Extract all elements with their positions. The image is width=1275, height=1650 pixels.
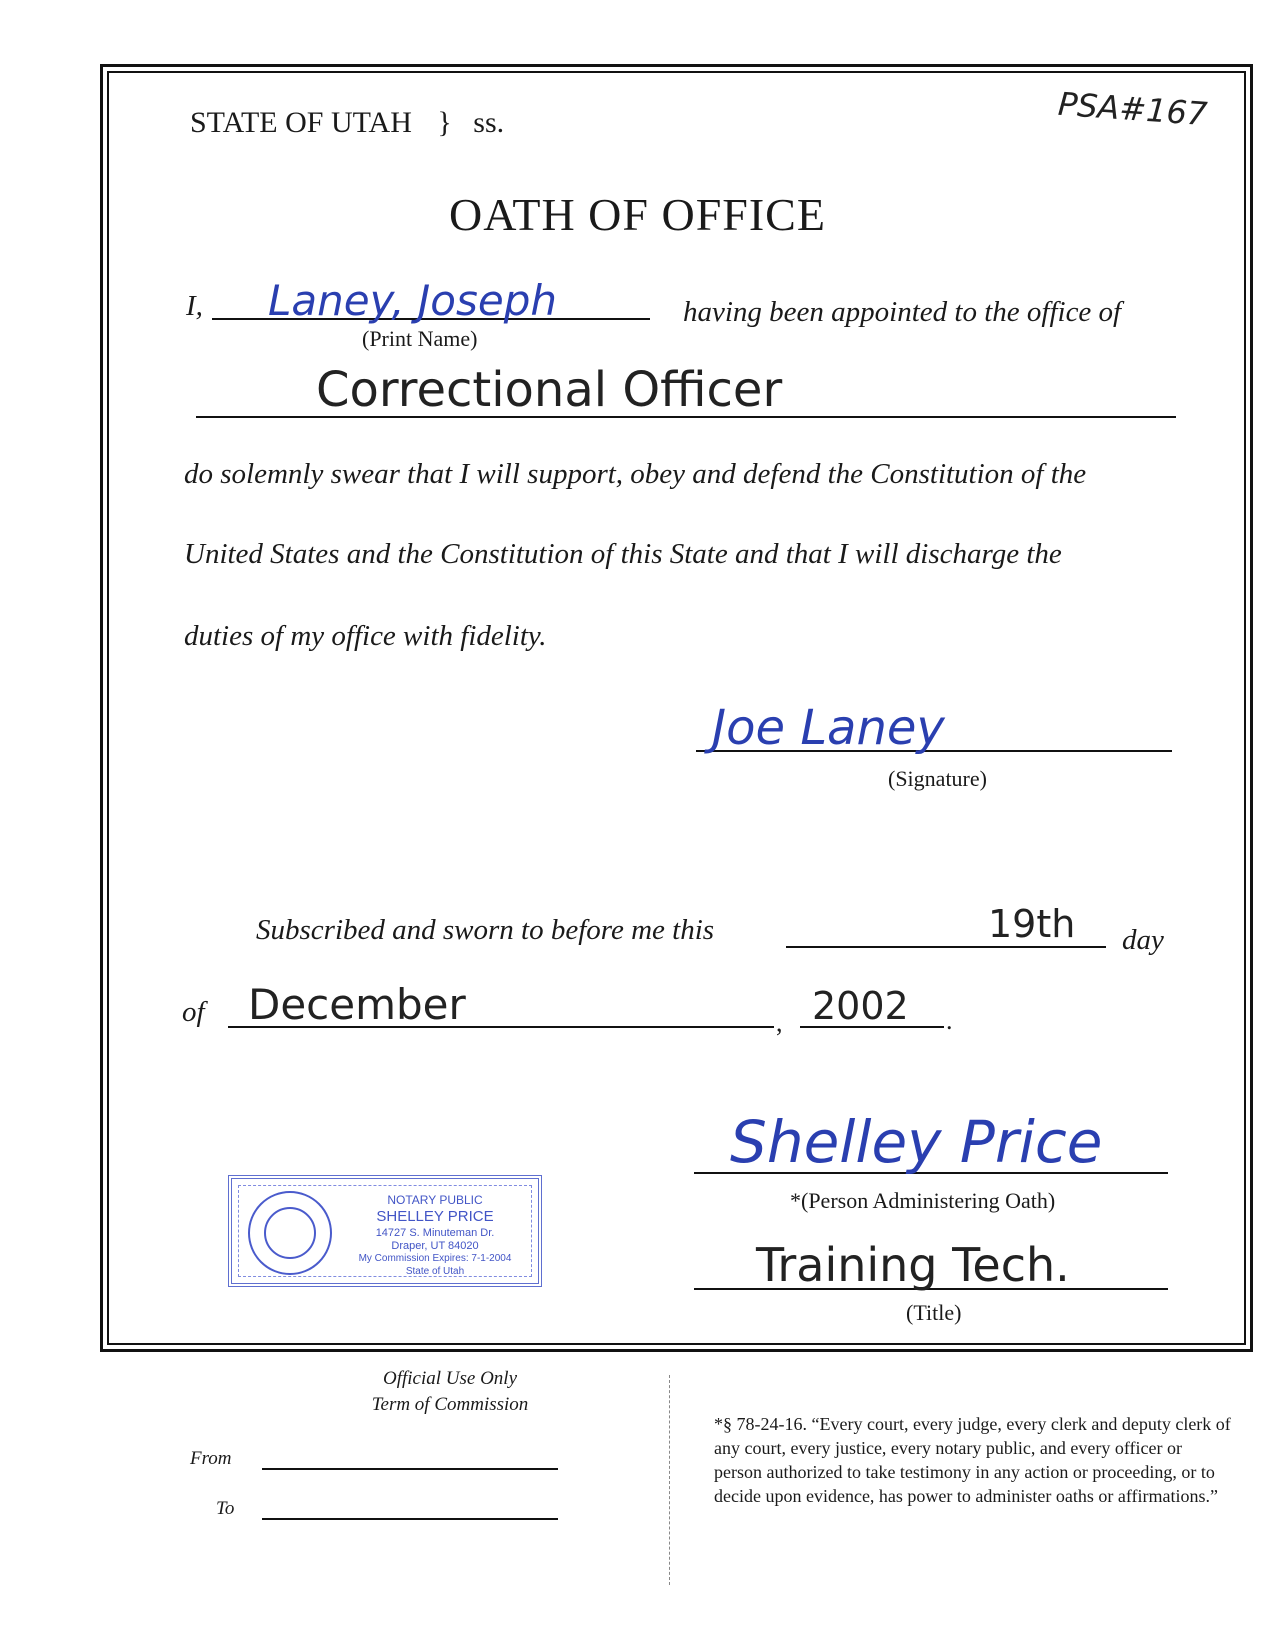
sworn-text: Subscribed and sworn to before me this: [256, 914, 715, 946]
section-divider: [669, 1375, 670, 1585]
notary-line-3: 14727 S. Minuteman Dr.: [375, 1227, 495, 1239]
signature-value: Joe Laney: [712, 700, 945, 756]
title-value: Training Tech.: [756, 1238, 1070, 1292]
state-seal-inner-icon: [264, 1207, 316, 1259]
official-use-heading: Official Use Only: [382, 1368, 518, 1389]
title-caption: (Title): [906, 1300, 962, 1325]
oath-prefix: I,: [186, 290, 203, 322]
from-line[interactable]: [262, 1468, 558, 1470]
oath-line-2: United States and the Constitution of this State and that I will discharge the: [184, 538, 1062, 570]
notary-line-2: SHELLEY PRICE: [376, 1208, 494, 1225]
year-value: 2002: [812, 984, 909, 1028]
comma: ,: [776, 1008, 783, 1037]
notary-line-1: NOTARY PUBLIC: [387, 1193, 483, 1207]
to-label: To: [216, 1498, 235, 1519]
name-caption: (Print Name): [362, 326, 478, 351]
day-label: day: [1122, 924, 1164, 956]
to-line[interactable]: [262, 1518, 558, 1520]
of-label: of: [182, 996, 205, 1028]
period: .: [946, 1006, 953, 1035]
oath-line-3: duties of my office with fidelity.: [184, 620, 547, 652]
appointed-text: having been appointed to the office of: [683, 296, 1122, 328]
brace: }: [437, 106, 452, 139]
state-heading: [190, 106, 504, 140]
notary-line-4: Draper, UT 84020: [391, 1240, 479, 1252]
name-value: Laney, Joseph: [268, 276, 557, 325]
notary-line-6: State of Utah: [405, 1266, 465, 1277]
office-value: Correctional Officer: [316, 362, 783, 418]
ss-label: ss.: [473, 106, 505, 139]
administrator-signature: Shelley Price: [730, 1108, 1103, 1176]
month-value: December: [248, 980, 466, 1029]
document-title: OATH OF OFFICE: [449, 189, 826, 240]
notary-stamp: [228, 1175, 542, 1287]
day-value: 19th: [988, 902, 1076, 946]
psa-number: PSA#167: [1056, 84, 1209, 134]
from-label: From: [190, 1448, 232, 1469]
state-label: STATE OF UTAH: [190, 106, 412, 139]
day-line: [786, 946, 1106, 948]
administrator-caption: *(Person Administering Oath): [790, 1188, 1056, 1213]
term-heading: Term of Commission: [371, 1394, 529, 1415]
statute-note: *§ 78-24-16. “Every court, every judge, every clerk and deputy clerk of any court, every justice, every notary public, and every officer or person authorized to take testimony in any action or proceeding, or to decide upon evidence, has power to administer oaths or affirmations.”: [714, 1414, 1231, 1506]
notary-line-5: My Commission Expires: 7-1-2004: [358, 1253, 512, 1264]
signature-caption: (Signature): [888, 766, 987, 791]
oath-line-1: do solemnly swear that I will support, obey and defend the Constitution of the: [184, 458, 1087, 490]
